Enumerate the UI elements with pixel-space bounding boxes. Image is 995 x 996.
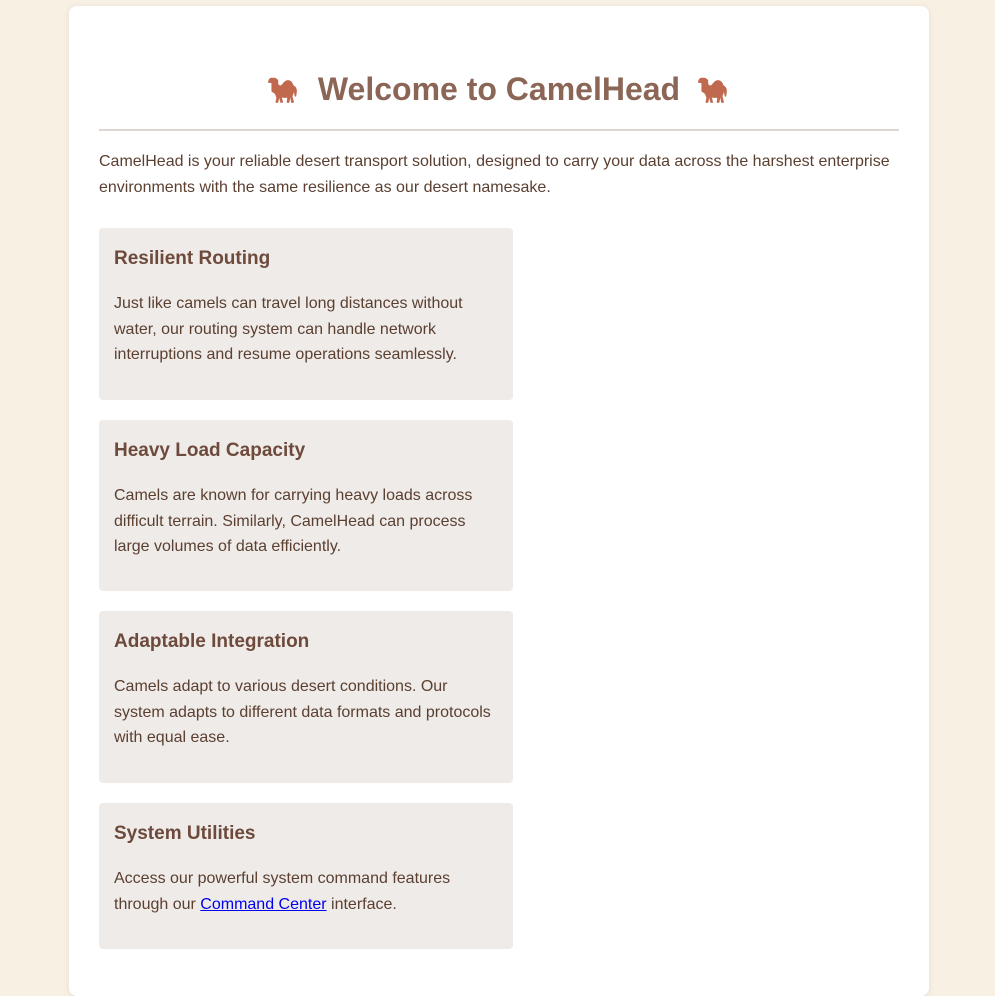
camel-icon xyxy=(697,74,731,104)
feature-card-adaptable-integration xyxy=(99,611,513,783)
page-title xyxy=(99,64,899,114)
feature-title: System Utilities xyxy=(114,823,256,844)
feature-title: Resilient Routing xyxy=(114,248,271,269)
command-center-link[interactable]: Command Center xyxy=(200,895,327,913)
title-divider xyxy=(99,129,899,131)
feature-description: Just like camels can travel long distances without water, our routing system can handle network interruptions and resume operations seamlessly. xyxy=(114,295,463,363)
feature-card-resilient-routing xyxy=(99,228,513,400)
feature-title: Heavy Load Capacity xyxy=(114,440,306,461)
feature-description: Camels are known for carrying heavy loads across difficult terrain. Similarly, CamelHead can process large volumes of data efficiently. xyxy=(114,487,473,555)
title-text: Welcome to CamelHead xyxy=(317,71,681,107)
feature-card-heavy-load-capacity xyxy=(99,420,513,591)
intro-text: CamelHead is your reliable desert transport solution, designed to carry your data across the harshest enterprise environments with the same resilience as our desert namesake. xyxy=(99,153,890,196)
feature-title: Adaptable Integration xyxy=(114,631,310,652)
utilities-text-before: Access our powerful system command features through our xyxy=(114,870,451,913)
feature-description xyxy=(114,866,498,917)
feature-card-system-utilities xyxy=(99,803,513,949)
feature-description: Camels adapt to various desert conditions. Our system adapts to different data formats and protocols with equal ease. xyxy=(114,678,491,746)
utilities-text-after: interface. xyxy=(331,895,397,913)
camel-icon xyxy=(267,74,301,104)
main-container xyxy=(69,6,929,996)
